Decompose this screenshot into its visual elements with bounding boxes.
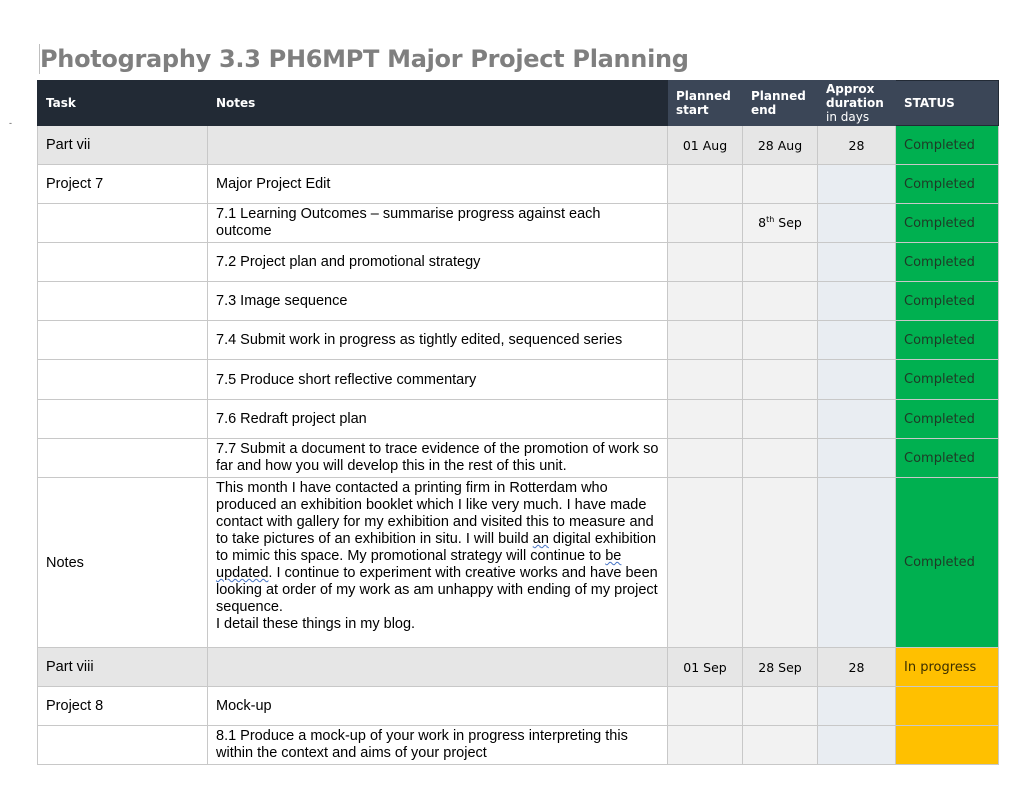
planning-table bbox=[37, 80, 999, 765]
notes-text-f: updated bbox=[216, 565, 269, 581]
header-status: STATUS bbox=[896, 81, 999, 126]
planned-start-cell bbox=[668, 360, 743, 400]
planned-start-cell bbox=[668, 321, 743, 360]
notes-text-h: I detail these things in my blog. bbox=[216, 616, 416, 632]
duration-cell bbox=[818, 439, 896, 478]
status-cell: Completed bbox=[896, 165, 999, 204]
table-row bbox=[38, 648, 999, 687]
notes-cell: 7.6 Redraft project plan bbox=[208, 400, 668, 439]
duration-cell bbox=[818, 321, 896, 360]
end-day: 8 bbox=[758, 215, 767, 231]
table-row bbox=[38, 400, 999, 439]
status-cell: Completed bbox=[896, 282, 999, 321]
notes-cell: 7.5 Produce short reflective commentary bbox=[208, 360, 668, 400]
duration-cell bbox=[818, 282, 896, 321]
end-suffix: th bbox=[766, 215, 775, 225]
planned-end-cell bbox=[743, 282, 818, 321]
margin-mark: - bbox=[9, 118, 12, 128]
task-cell bbox=[38, 321, 208, 360]
table-row bbox=[38, 165, 999, 204]
table-row bbox=[38, 360, 999, 400]
header-approx-duration-sub: in days bbox=[826, 110, 870, 124]
notes-text-b: an bbox=[532, 531, 549, 547]
planned-start-cell bbox=[668, 204, 743, 243]
table-row bbox=[38, 282, 999, 321]
planned-start-cell bbox=[668, 282, 743, 321]
page-title: Photography 3.3 PH6MPT Major Project Planning bbox=[40, 45, 689, 73]
notes-cell: Major Project Edit bbox=[208, 165, 668, 204]
notes-cell: 8.1 Produce a mock-up of your work in progress interpreting this within the context and aims of your project bbox=[208, 726, 668, 765]
status-cell: Completed bbox=[896, 360, 999, 400]
header-approx-duration-label: Approx duration bbox=[826, 82, 884, 110]
planned-end-cell bbox=[743, 439, 818, 478]
status-cell: Completed bbox=[896, 204, 999, 243]
planned-end-cell bbox=[743, 321, 818, 360]
notes-cell bbox=[208, 648, 668, 687]
task-cell bbox=[38, 282, 208, 321]
status-cell: Completed bbox=[896, 321, 999, 360]
status-cell: In progress bbox=[896, 648, 999, 687]
task-cell bbox=[38, 360, 208, 400]
planned-end-cell bbox=[743, 165, 818, 204]
header-task: Task bbox=[38, 81, 208, 126]
planned-end-cell bbox=[743, 243, 818, 282]
task-cell: Part vii bbox=[38, 126, 208, 165]
notes-cell: 7.3 Image sequence bbox=[208, 282, 668, 321]
duration-cell bbox=[818, 360, 896, 400]
notes-cell: Mock-up bbox=[208, 687, 668, 726]
planned-end-cell: 28 Sep bbox=[743, 648, 818, 687]
table-row bbox=[38, 687, 999, 726]
duration-cell bbox=[818, 687, 896, 726]
planned-start-cell bbox=[668, 726, 743, 765]
planned-end-cell bbox=[743, 204, 818, 243]
status-cell: Completed bbox=[896, 243, 999, 282]
notes-cell bbox=[208, 478, 668, 648]
header-row bbox=[38, 81, 999, 126]
planned-end-cell bbox=[743, 687, 818, 726]
planned-end-cell bbox=[743, 360, 818, 400]
task-cell: Notes bbox=[38, 478, 208, 648]
task-cell bbox=[38, 400, 208, 439]
notes-text-a: This month I have contacted a printing firm in Rotterdam who produced an exhibition booklet which I like very much. I have made contact with gallery for my exhibition and visited this to measure and to take pictures of an exhibition in situ. I will build bbox=[216, 480, 654, 547]
header-planned-end: Planned end bbox=[743, 81, 818, 126]
table-row bbox=[38, 439, 999, 478]
planned-end-cell bbox=[743, 726, 818, 765]
planned-end-cell bbox=[743, 478, 818, 648]
duration-cell bbox=[818, 478, 896, 648]
table-row bbox=[38, 126, 999, 165]
task-cell bbox=[38, 726, 208, 765]
notes-text-d: be bbox=[605, 548, 622, 564]
table-row bbox=[38, 321, 999, 360]
planned-end-cell: 28 Aug bbox=[743, 126, 818, 165]
planned-start-cell: 01 Sep bbox=[668, 648, 743, 687]
task-cell: Part viii bbox=[38, 648, 208, 687]
notes-cell: 7.4 Submit work in progress as tightly edited, sequenced series bbox=[208, 321, 668, 360]
status-cell bbox=[896, 726, 999, 765]
notes-cell: 7.2 Project plan and promotional strategy bbox=[208, 243, 668, 282]
task-cell bbox=[38, 204, 208, 243]
duration-cell bbox=[818, 204, 896, 243]
duration-cell bbox=[818, 165, 896, 204]
status-cell: Completed bbox=[896, 126, 999, 165]
end-month: Sep bbox=[774, 215, 802, 231]
task-cell bbox=[38, 243, 208, 282]
header-planned-start: Planned start bbox=[668, 81, 743, 126]
planned-start-cell bbox=[668, 400, 743, 439]
header-notes: Notes bbox=[208, 81, 668, 126]
planned-start-cell bbox=[668, 243, 743, 282]
duration-cell: 28 bbox=[818, 648, 896, 687]
planned-start-cell bbox=[668, 165, 743, 204]
table-row bbox=[38, 204, 999, 243]
planned-end-cell bbox=[743, 400, 818, 439]
table-row bbox=[38, 243, 999, 282]
notes-text-g: . I continue to experiment with creative works and have been looking at order of my work as am unhappy with ending of my project sequence. bbox=[216, 565, 658, 615]
planned-start-cell bbox=[668, 439, 743, 478]
status-cell: Completed bbox=[896, 400, 999, 439]
duration-cell bbox=[818, 243, 896, 282]
header-approx-duration bbox=[818, 81, 896, 126]
planned-start-cell: 01 Aug bbox=[668, 126, 743, 165]
notes-cell: 7.7 Submit a document to trace evidence of the promotion of work so far and how you will develop this in the rest of this unit. bbox=[208, 439, 668, 478]
notes-text-c: digital exhibition to mimic this space. My promotional strategy will continue to bbox=[216, 531, 657, 564]
duration-cell bbox=[818, 400, 896, 439]
status-cell bbox=[896, 687, 999, 726]
task-cell bbox=[38, 439, 208, 478]
notes-cell bbox=[208, 126, 668, 165]
planned-start-cell bbox=[668, 478, 743, 648]
duration-cell bbox=[818, 726, 896, 765]
task-cell: Project 8 bbox=[38, 687, 208, 726]
status-cell: Completed bbox=[896, 478, 999, 648]
table-row bbox=[38, 726, 999, 765]
planned-start-cell bbox=[668, 687, 743, 726]
notes-cell: 7.1 Learning Outcomes – summarise progress against each outcome bbox=[208, 204, 668, 243]
duration-cell: 28 bbox=[818, 126, 896, 165]
task-cell: Project 7 bbox=[38, 165, 208, 204]
status-cell: Completed bbox=[896, 439, 999, 478]
table-row bbox=[38, 478, 999, 648]
